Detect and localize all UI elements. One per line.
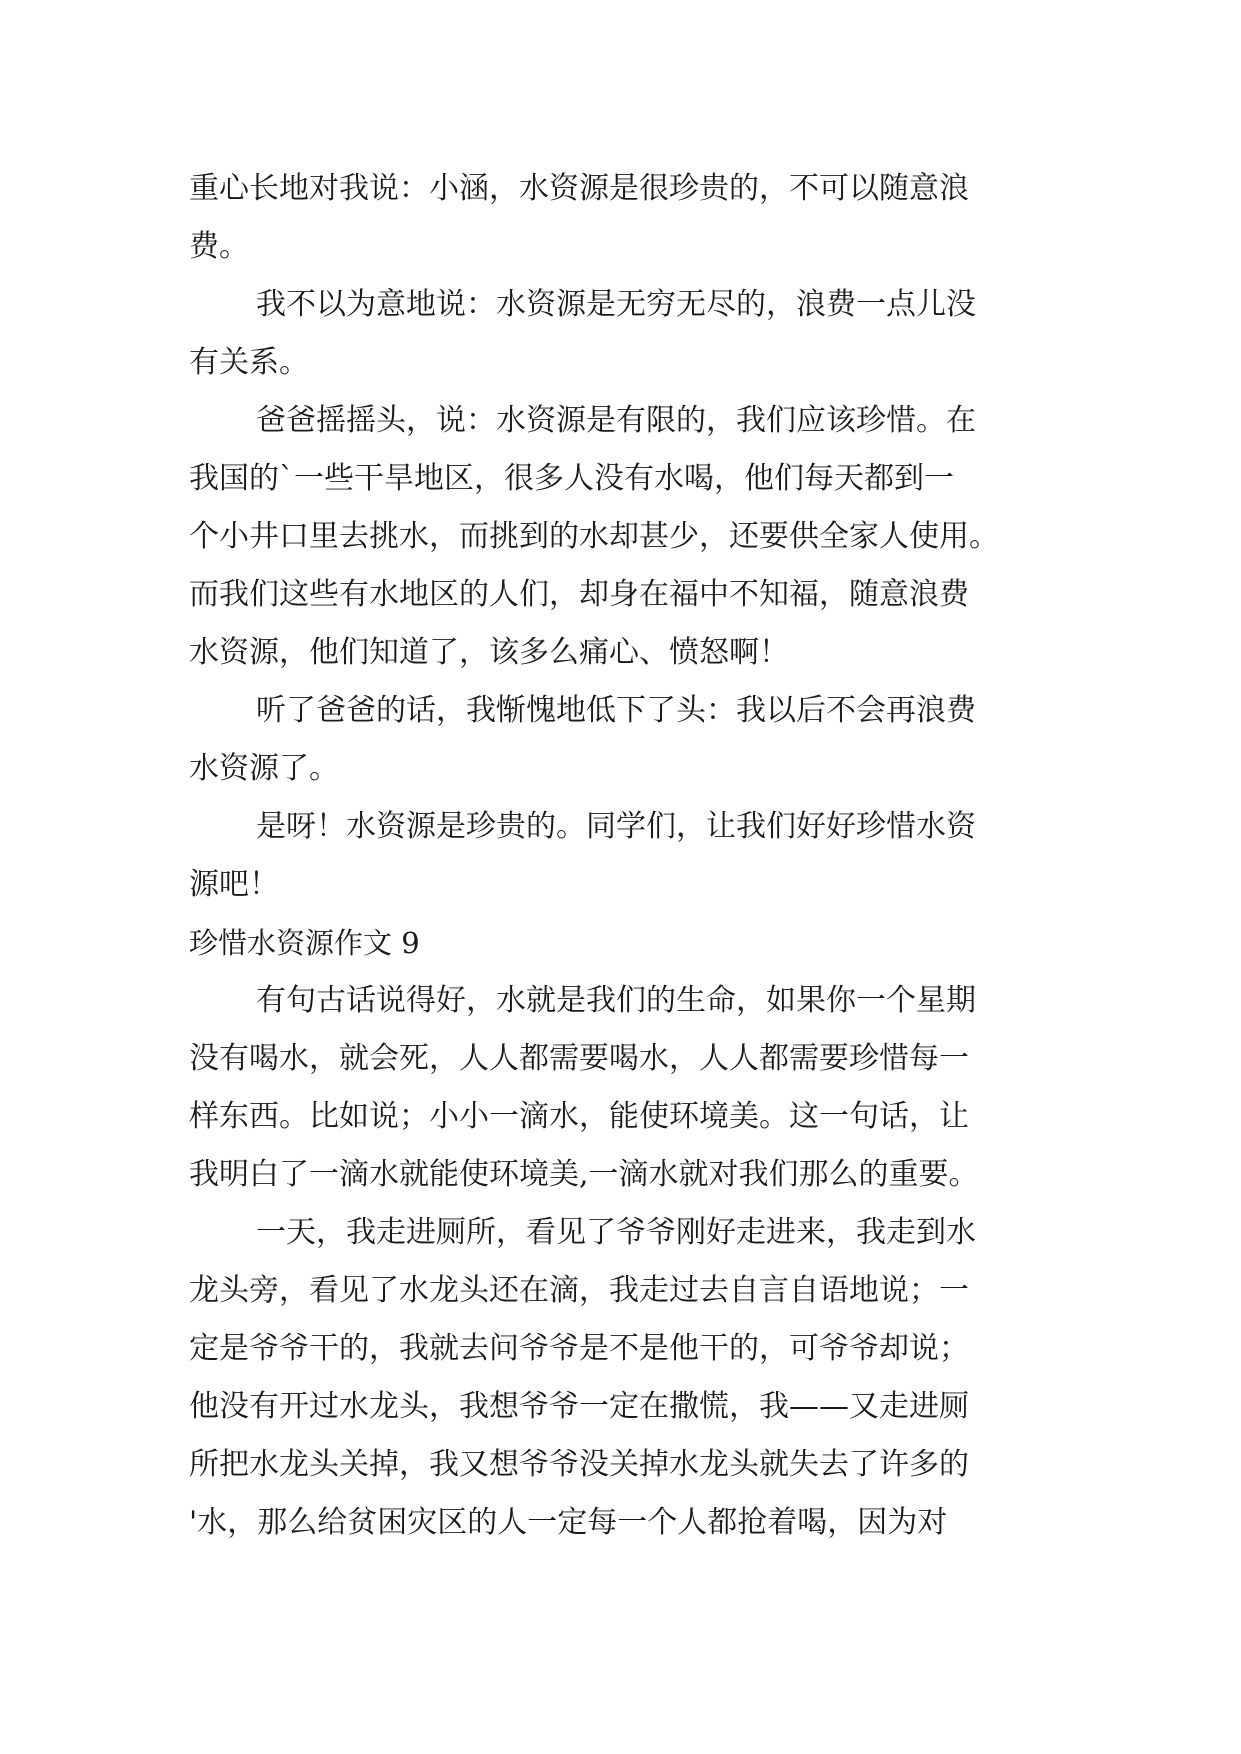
text-line: 费。 — [189, 229, 249, 264]
text-line: 一天，我走进厕所，看见了爷爷刚好走进来，我走到水 — [256, 1215, 976, 1250]
text-line: 有句古话说得好，水就是我们的生命，如果你一个星期 — [256, 983, 976, 1018]
text-line: 重心长地对我说：小涵，水资源是很珍贵的，不可以随意浪 — [189, 171, 969, 206]
text-line: 样东西。比如说；小小一滴水，能使环境美。这一句话，让 — [189, 1099, 969, 1134]
text-line: 他没有开过水龙头，我想爷爷一定在撒慌，我——又走进厕 — [189, 1389, 969, 1424]
text-line: 龙头旁，看见了水龙头还在滴，我走过去自言自语地说；一 — [189, 1273, 969, 1308]
text-line: 水资源了。 — [189, 751, 339, 786]
text-line: 我明白了一滴水就能使环境美,一滴水就对我们那么的重要。 — [189, 1157, 979, 1192]
text-line: 听了爸爸的话，我惭愧地低下了头：我以后不会再浪费 — [256, 693, 976, 728]
text-line: 是呀！水资源是珍贵的。同学们，让我们好好珍惜水资 — [256, 809, 976, 844]
text-line: 爸爸摇摇头，说：水资源是有限的，我们应该珍惜。在 — [256, 403, 976, 438]
text-line: 有关系。 — [189, 345, 309, 380]
text-line: 所把水龙头关掉，我又想爷爷没关掉水龙头就失去了许多的 — [189, 1447, 969, 1482]
text-line: 水资源，他们知道了，该多么痛心、愤怒啊！ — [189, 635, 789, 670]
section-heading: 珍惜水资源作文 9 — [189, 926, 420, 960]
text-line: 源吧！ — [189, 867, 279, 902]
text-line: 而我们这些有水地区的人们，却身在福中不知福，随意浪费 — [189, 577, 969, 612]
text-line: 没有喝水，就会死，人人都需要喝水，人人都需要珍惜每一 — [189, 1041, 969, 1076]
text-line: 我不以为意地说：水资源是无穷无尽的，浪费一点儿没 — [256, 287, 976, 322]
text-line: 个小井口里去挑水，而挑到的水却甚少，还要供全家人使用。 — [189, 519, 999, 554]
essay-text — [189, 160, 1051, 1552]
text-line: '水，那么给贫困灾区的人一定每一个人都抢着喝，因为对 — [189, 1505, 948, 1540]
text-line: 定是爷爷干的，我就去问爷爷是不是他干的，可爷爷却说； — [189, 1331, 969, 1366]
text-line: 我国的`一些干旱地区，很多人没有水喝，他们每天都到一 — [189, 461, 954, 496]
